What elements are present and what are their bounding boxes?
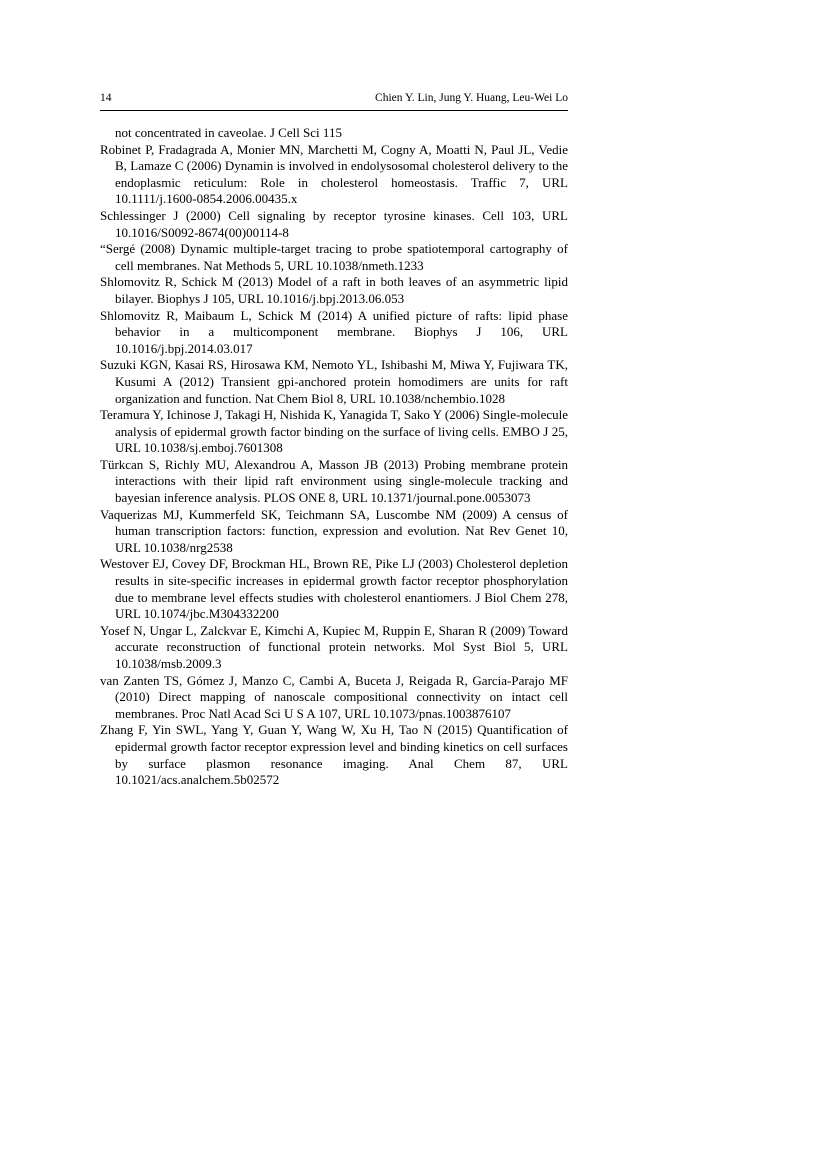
reference-entry: Yosef N, Ungar L, Zalckvar E, Kimchi A, Kupiec M, Ruppin E, Sharan R (2009) Toward accurate reconstruction of functional protein networks. Mol Syst Biol 5, URL 10.1038/msb.2009.3 (100, 622, 568, 671)
reference-entry: Teramura Y, Ichinose J, Takagi H, Nishida K, Yanagida T, Sako Y (2006) Single-molecule analysis of epidermal growth factor binding on the surface of living cells. EMBO J 25, URL 10.1038/sj.emboj.7601308 (100, 407, 568, 456)
page-number: 14 (100, 92, 112, 104)
reference-entry: Shlomovitz R, Maibaum L, Schick M (2014) A unified picture of rafts: lipid phase behavior in a multicomponent membrane. Biophys J 106, URL 10.1016/j.bpj.2014.03.017 (100, 307, 568, 356)
reference-entry: Schlessinger J (2000) Cell signaling by receptor tyrosine kinases. Cell 103, URL 10.1016/S0092-8674(00)00114-8 (100, 207, 568, 240)
reference-entry: not concentrated in caveolae. J Cell Sci 115 (115, 125, 342, 140)
reference-entry: Vaquerizas MJ, Kummerfeld SK, Teichmann SA, Luscombe NM (2009) A census of human transcription factors: function, expression and evolution. Nat Rev Genet 10, URL 10.1038/nrg2538 (100, 506, 568, 555)
reference-entry: Zhang F, Yin SWL, Yang Y, Guan Y, Wang W, Xu H, Tao N (2015) Quantification of epidermal growth factor receptor expression level and binding kinetics on cell surfaces by surface plasmon resonance imaging. Anal Chem 87, URL 10.1021/acs.analchem.5b02572 (100, 722, 568, 788)
reference-entry: Westover EJ, Covey DF, Brockman HL, Brown RE, Pike LJ (2003) Cholesterol depletion results in site-specific increases in epidermal growth factor receptor phosphorylation due to membrane level effects studies with cholesterol enantiomers. J Biol Chem 278, URL 10.1074/jbc.M304332200 (100, 556, 568, 622)
running-header (100, 90, 568, 111)
reference-entry: “Sergé (2008) Dynamic multiple-target tracing to probe spatiotemporal cartography of cell membranes. Nat Methods 5, URL 10.1038/nmeth.1233 (100, 241, 568, 273)
reference-entry: Shlomovitz R, Schick M (2013) Model of a raft in both leaves of an asymmetric lipid bilayer. Biophys J 105, URL 10.1016/j.bpj.2013.06.053 (100, 274, 568, 306)
reference-list (100, 125, 568, 789)
reference-entry: Robinet P, Fradagrada A, Monier MN, Marchetti M, Cogny A, Moatti N, Paul JL, Vedie B, Lamaze C (2006) Dynamin is involved in endolysosomal cholesterol delivery to the endoplasmic reticulum: Role in cholesterol homeostasis. Traffic 7, URL 10.1111/j.1600-0854.2006.00435.x (100, 141, 568, 207)
reference-entry: van Zanten TS, Gómez J, Manzo C, Cambi A, Buceta J, Reigada R, Garcia-Parajo MF (2010) Direct mapping of nanoscale compositional connectivity on intact cell membranes. Proc Natl Acad Sci U S A 107, URL 10.1073/pnas.1003876107 (100, 672, 568, 721)
reference-entry: Suzuki KGN, Kasai RS, Hirosawa KM, Nemoto YL, Ishibashi M, Miwa Y, Fujiwara TK, Kusumi A (2012) Transient gpi-anchored protein homodimers are units for raft organization and function. Nat Chem Biol 8, URL 10.1038/nchembio.1028 (100, 357, 568, 406)
running-head-authors: Chien Y. Lin, Jung Y. Huang, Leu-Wei Lo (375, 92, 568, 104)
reference-entry: Türkcan S, Richly MU, Alexandrou A, Masson JB (2013) Probing membrane protein interactions with their lipid raft environment using single-molecule tracking and bayesian inference analysis. PLOS ONE 8, URL 10.1371/journal.pone.0053073 (100, 456, 568, 506)
